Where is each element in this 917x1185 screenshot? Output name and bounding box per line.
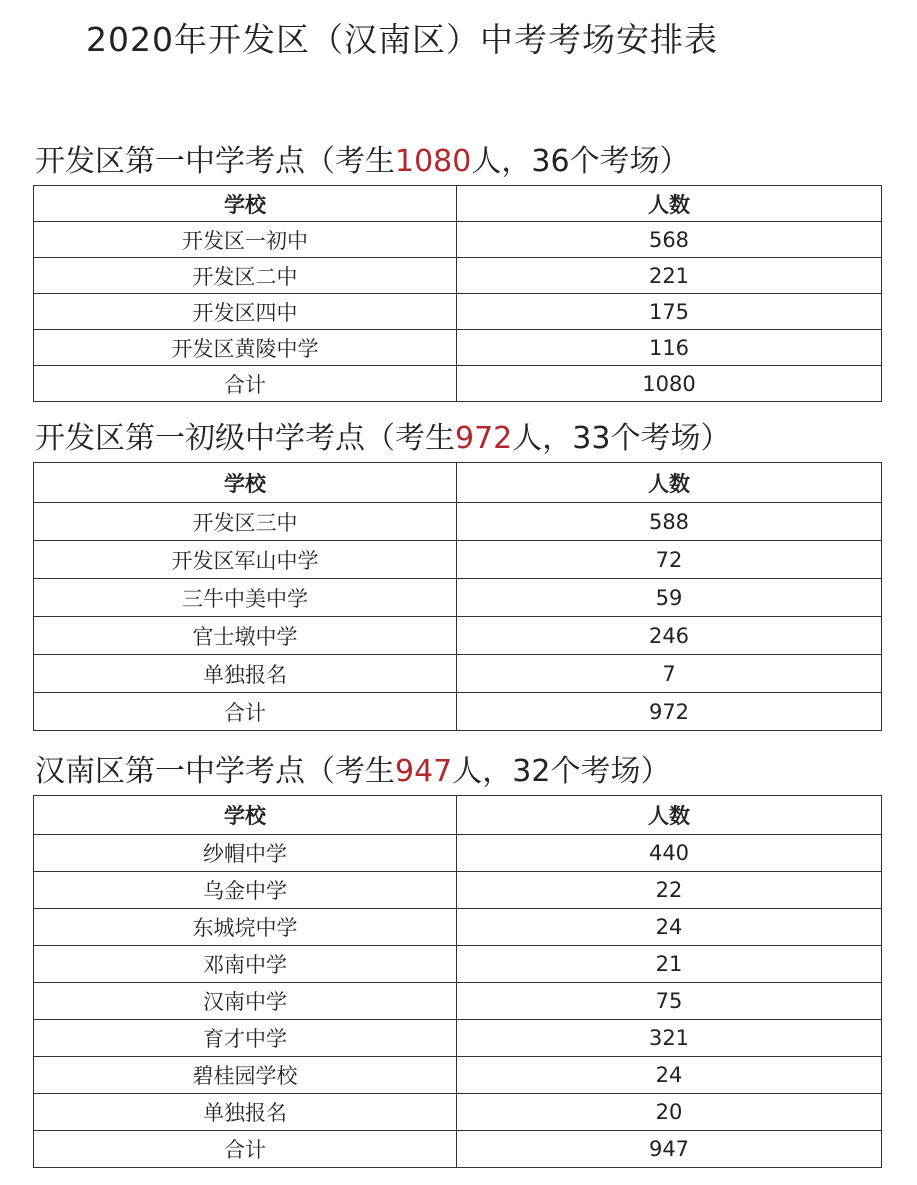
section-heading: 开发区第一初级中学考点（考生972人，33个考场） (35, 421, 731, 456)
table-row (34, 835, 882, 872)
total-row (34, 366, 882, 402)
column-header-school: 学校 (34, 186, 457, 222)
exam-site-section (33, 416, 881, 731)
students-cell: 21 (457, 946, 882, 983)
table-row (34, 909, 882, 946)
exam-site-section (33, 749, 881, 1168)
students-cell: 321 (457, 1020, 882, 1057)
table-row (34, 1094, 882, 1131)
column-header-students: 人数 (457, 796, 882, 835)
table-row (34, 655, 882, 693)
table-row (34, 617, 882, 655)
school-cell: 官士墩中学 (34, 617, 457, 655)
table-row (34, 503, 882, 541)
table-row (34, 258, 882, 294)
section-heading: 汉南区第一中学考点（考生947人，32个考场） (35, 754, 671, 789)
students-cell: 568 (457, 222, 882, 258)
table-header-row (34, 186, 882, 222)
students-cell: 1080 (457, 366, 882, 402)
school-cell: 育才中学 (34, 1020, 457, 1057)
students-cell: 972 (457, 693, 882, 731)
school-cell: 东城垸中学 (34, 909, 457, 946)
students-cell: 7 (457, 655, 882, 693)
students-cell: 75 (457, 983, 882, 1020)
table-row (34, 579, 882, 617)
table-row (34, 1020, 882, 1057)
school-cell: 开发区一初中 (34, 222, 457, 258)
candidate-count: 947 (395, 754, 453, 789)
exam-site-section (33, 139, 881, 402)
students-cell: 947 (457, 1131, 882, 1168)
school-cell: 单独报名 (34, 655, 457, 693)
table-header-row (34, 796, 882, 835)
school-cell: 汉南中学 (34, 983, 457, 1020)
school-cell: 合计 (34, 366, 457, 402)
table-row (34, 1057, 882, 1094)
students-cell: 221 (457, 258, 882, 294)
school-table (33, 462, 882, 731)
table-header-row (34, 463, 882, 503)
column-header-students: 人数 (457, 463, 882, 503)
school-cell: 合计 (34, 693, 457, 731)
students-cell: 20 (457, 1094, 882, 1131)
table-row (34, 983, 882, 1020)
school-cell: 邓南中学 (34, 946, 457, 983)
school-cell: 开发区黄陵中学 (34, 330, 457, 366)
students-cell: 24 (457, 909, 882, 946)
table-row (34, 330, 882, 366)
school-table (33, 795, 882, 1168)
school-cell: 乌金中学 (34, 872, 457, 909)
students-cell: 24 (457, 1057, 882, 1094)
school-cell: 三牛中美中学 (34, 579, 457, 617)
candidate-count: 972 (455, 421, 513, 456)
column-header-school: 学校 (34, 796, 457, 835)
column-header-school: 学校 (34, 463, 457, 503)
total-row (34, 693, 882, 731)
students-cell: 588 (457, 503, 882, 541)
table-row (34, 541, 882, 579)
students-cell: 116 (457, 330, 882, 366)
students-cell: 59 (457, 579, 882, 617)
school-cell: 碧桂园学校 (34, 1057, 457, 1094)
column-header-students: 人数 (457, 186, 882, 222)
school-cell: 开发区三中 (34, 503, 457, 541)
students-cell: 246 (457, 617, 882, 655)
total-row (34, 1131, 882, 1168)
school-cell: 开发区军山中学 (34, 541, 457, 579)
table-row (34, 946, 882, 983)
candidate-count: 1080 (395, 144, 472, 179)
students-cell: 22 (457, 872, 882, 909)
school-cell: 开发区四中 (34, 294, 457, 330)
school-cell: 单独报名 (34, 1094, 457, 1131)
school-cell: 纱帽中学 (34, 835, 457, 872)
table-row (34, 872, 882, 909)
page-title: 2020年开发区（汉南区）中考考场安排表 (86, 20, 718, 59)
table-row (34, 222, 882, 258)
school-cell: 合计 (34, 1131, 457, 1168)
school-cell: 开发区二中 (34, 258, 457, 294)
school-table (33, 185, 882, 402)
table-row (34, 294, 882, 330)
section-heading: 开发区第一中学考点（考生1080人，36个考场） (35, 144, 690, 179)
students-cell: 72 (457, 541, 882, 579)
students-cell: 175 (457, 294, 882, 330)
students-cell: 440 (457, 835, 882, 872)
